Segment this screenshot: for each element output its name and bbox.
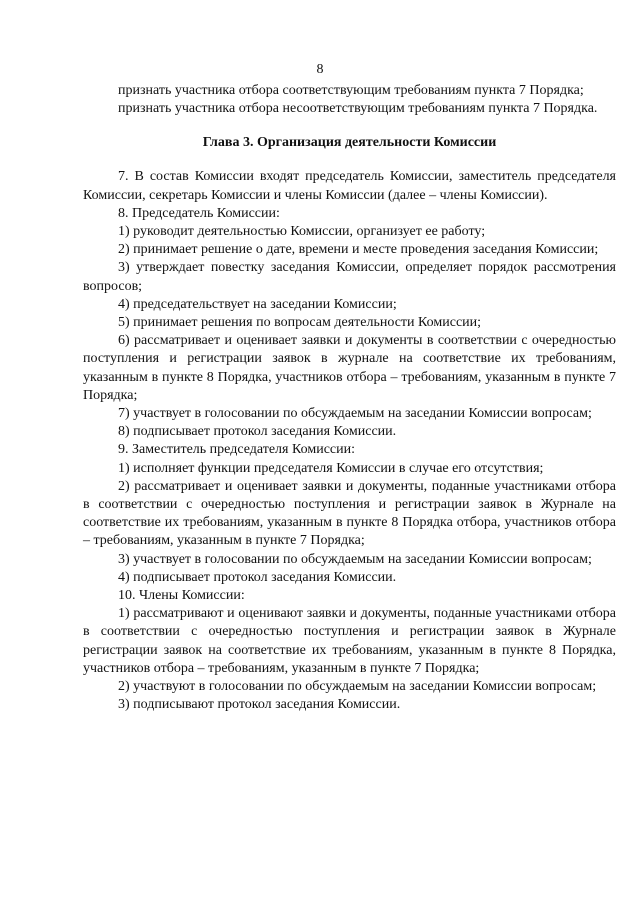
paragraph: 8) подписывает протокол заседания Комиссии.	[118, 424, 397, 440]
paragraph: 2) рассматривает и оценивает заявки и документы, поданные участниками отбора в соответствии с очередностью поступления и регистрации заявок в Журнале на соответствие их требованиям, указанным в пункте 8 Порядка отбора, участников отбора – требованиям, указанным в пункте 7 Порядка;	[83, 478, 616, 549]
paragraph: 3) подписывают протокол заседания Комиссии.	[118, 697, 401, 713]
paragraph: 6) рассматривает и оценивает заявки и документы в соответствии с очередностью поступления и регистрации заявок в журнале на соответствие их требованиям, указанным в пункте 8 Порядка, участников отбора – требованиям, указанным в пункте 7 Порядка;	[83, 333, 616, 403]
paragraph: 4) подписывает протокол заседания Комиссии.	[118, 569, 397, 585]
paragraph: 10. Члены Комиссии:	[118, 588, 245, 604]
paragraph: 8. Председатель Комиссии:	[118, 205, 280, 221]
page-number: 8	[316, 62, 324, 77]
paragraph: признать участника отбора соответствующим требованиям пункта 7 Порядка;	[118, 83, 584, 98]
chapter-heading: Глава 3. Организация деятельности Комиссии	[202, 135, 497, 151]
paragraph: 1) руководит деятельностью Комиссии, организует ее работу;	[118, 224, 486, 240]
paragraph: 1) рассматривают и оценивают заявки и документы, поданные участниками отбора в соответствии с очередностью поступления и регистрации заявок в Журнале регистрации заявок на соответствие их требованиям, указанным в пункте 8 Порядка, участников отбора – требованиям, указанным в пункте 7 Порядка;	[83, 606, 616, 676]
page-content	[83, 82, 616, 715]
paragraph: 9. Заместитель председателя Комиссии:	[118, 442, 355, 458]
paragraph: 3) участвует в голосовании по обсуждаемым на заседании Комиссии вопросам;	[118, 551, 592, 567]
paragraph: 7) участвует в голосовании по обсуждаемым на заседании Комиссии вопросам;	[118, 406, 592, 422]
paragraph: 5) принимает решения по вопросам деятельности Комиссии;	[118, 315, 482, 331]
paragraph: 2) участвуют в голосовании по обсуждаемым на заседании Комиссии вопросам;	[118, 679, 597, 695]
paragraph: 1) исполняет функции председателя Комиссии в случае его отсутствия;	[118, 460, 544, 476]
paragraph: 7. В состав Комиссии входят председатель Комиссии, заместитель председателя Комиссии, секретарь Комиссии и члены Комиссии (далее – члены Комиссии).	[83, 169, 616, 203]
paragraph: признать участника отбора несоответствующим требованиям пункта 7 Порядка.	[118, 101, 598, 117]
paragraph: 2) принимает решение о дате, времени и месте проведения заседания Комиссии;	[118, 242, 599, 258]
paragraph: 3) утверждает повестку заседания Комиссии, определяет порядок рассмотрения вопросов;	[83, 260, 616, 294]
paragraph: 4) председательствует на заседании Комиссии;	[118, 296, 397, 312]
